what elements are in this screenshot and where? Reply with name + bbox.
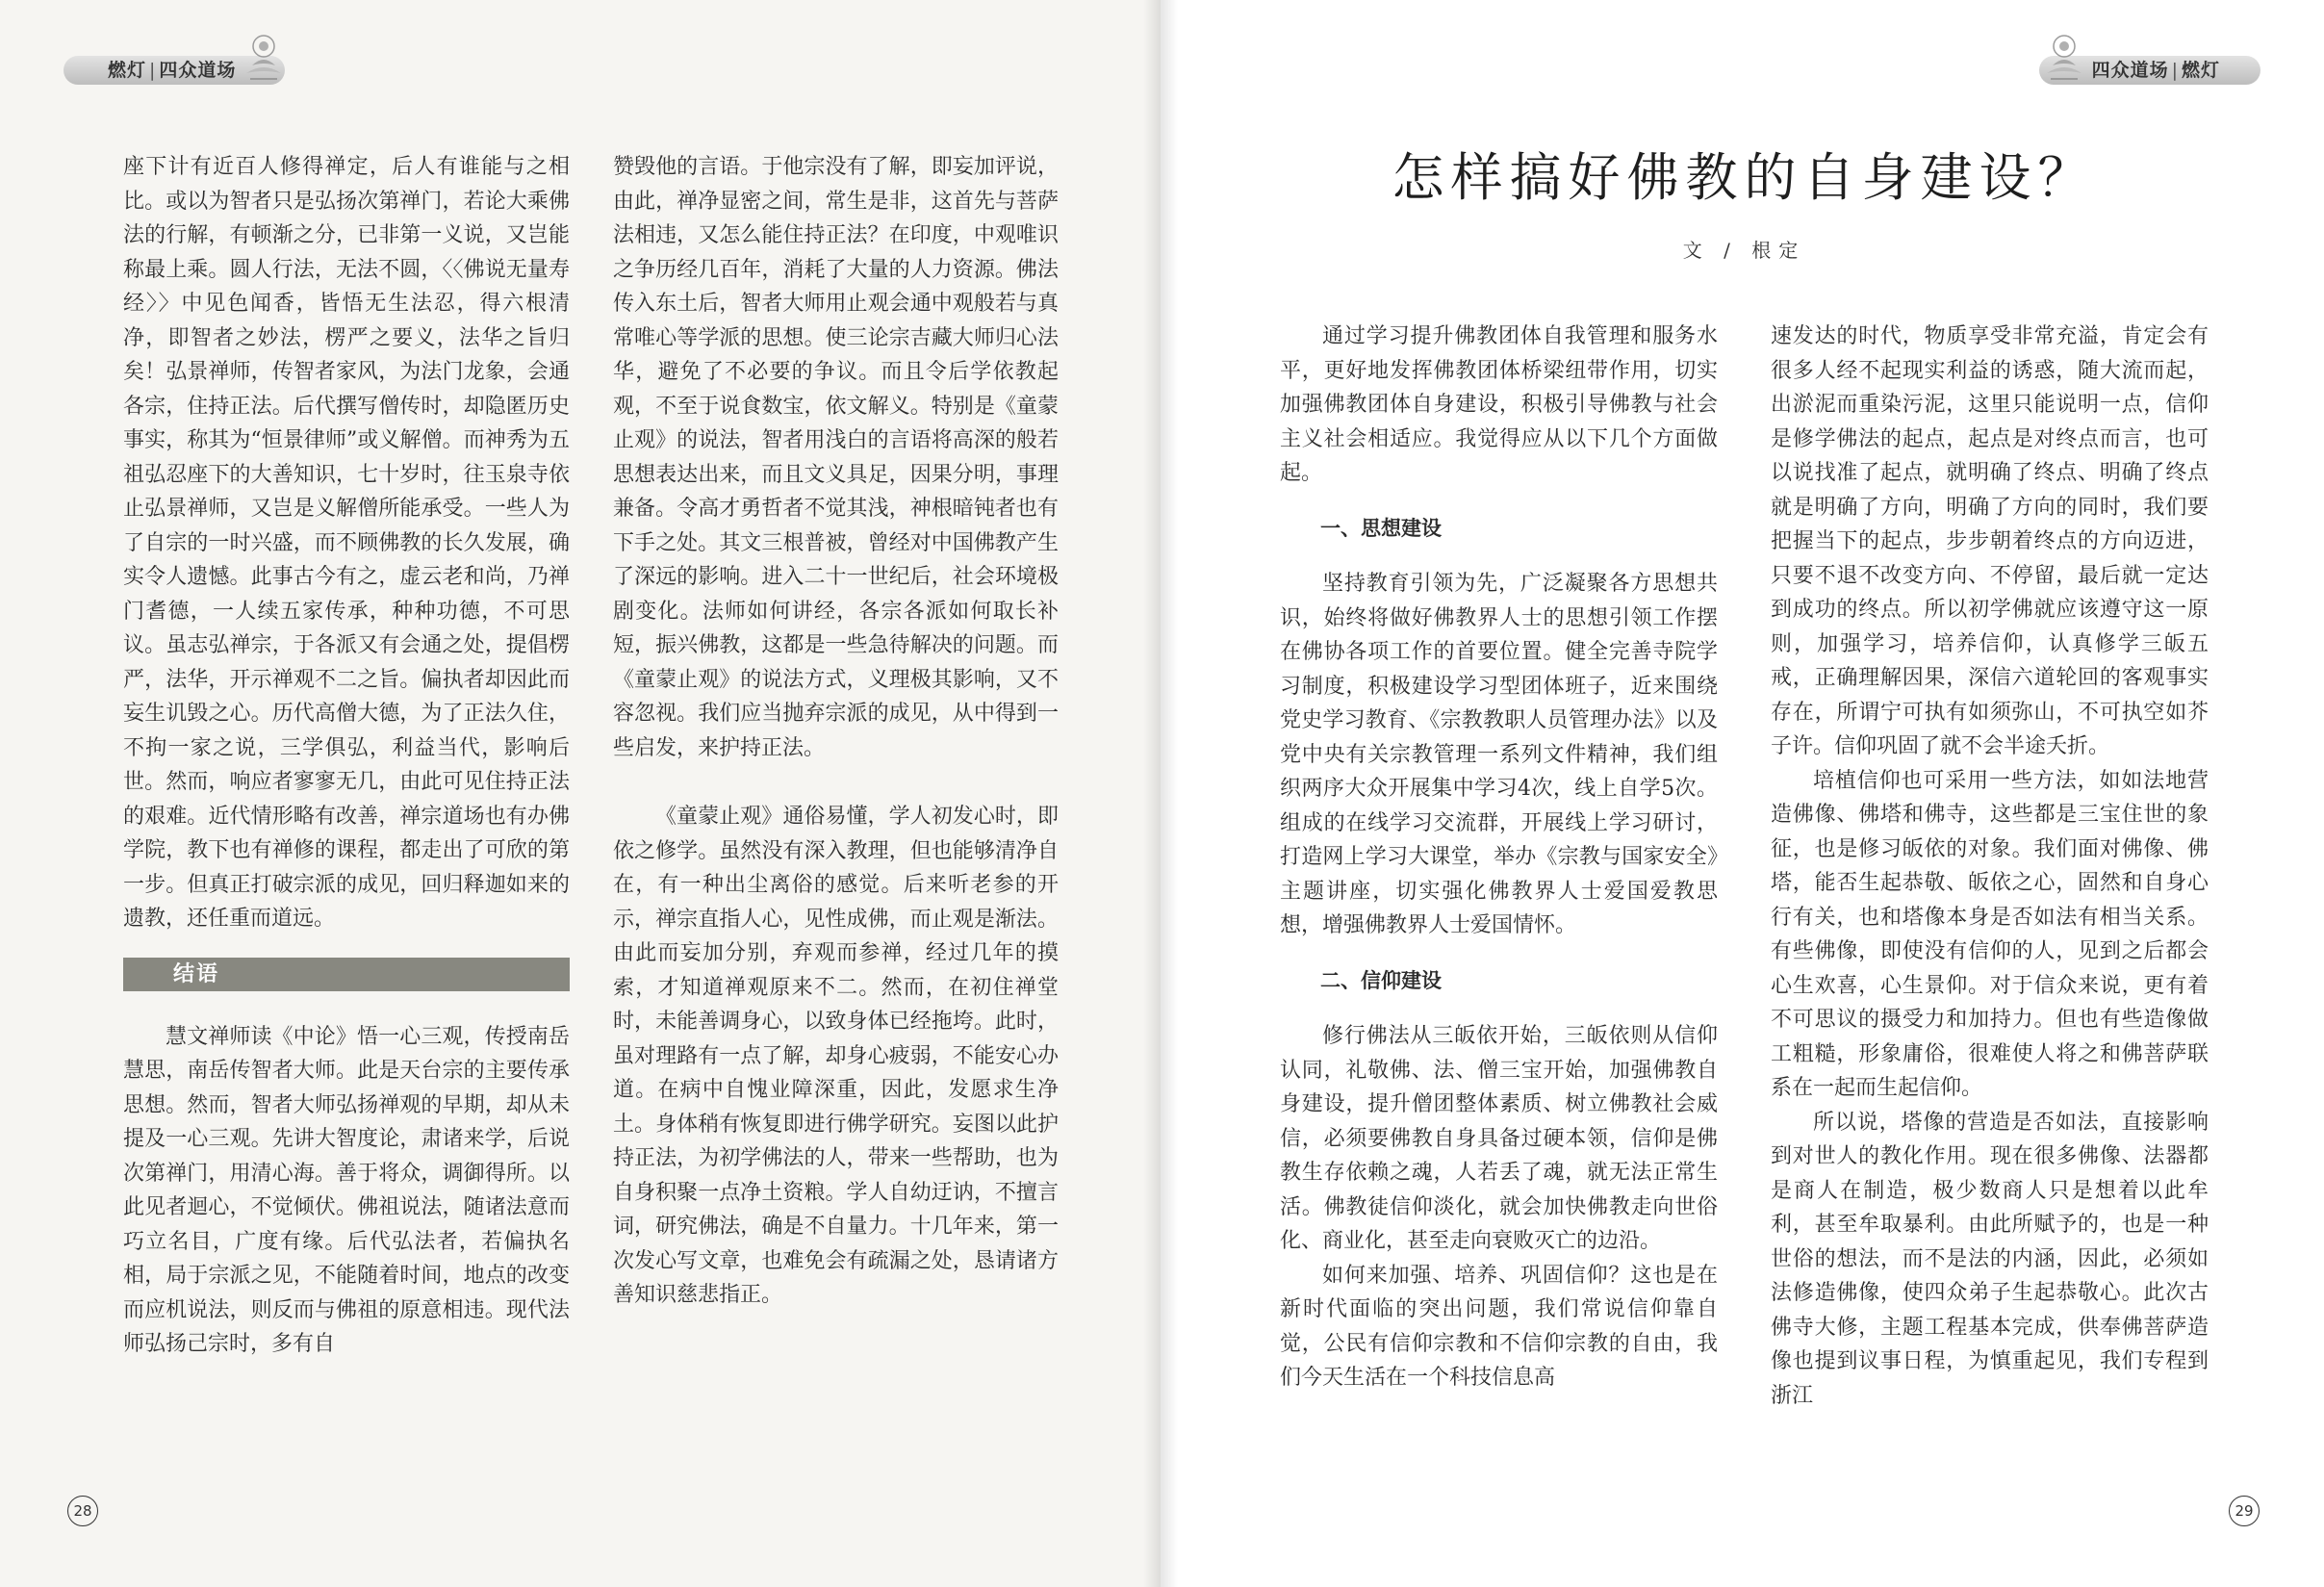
body-paragraph: 所以说，塔像的营造是否如法，直接影响到对世人的教化作用。现在很多佛像、法器都是商人在制造，极少数商人只是想着以此牟利，甚至牟取暴利。由此所赋予的，也是一种世俗的想法，而不是法的内涵，因此，必须如法修造佛像，使四众弟子生起恭敬心。此次古佛寺大修，主题工程基本完成，供奉佛菩萨造像也提到议事日程，为慎重起见，我们专程到浙江 — [1771, 1110, 2209, 1408]
body-paragraph: 培植信仰也可采用一些方法，如如法地营造佛像、佛塔和佛寺，这些都是三宝住世的象征，也是修习皈依的对象。我们面对佛像、佛塔，能否生起恭敬、皈依之心，固然和自身心行有关，也和塔像本身是否如法有相当关系。有些佛像，即使没有信仰的人，见到之后都会心生欢喜，心生景仰。对于信众来说，更有着不可思议的摄受力和加持力。但也有些造像做工粗糙，形象庸俗，很难使人将之和佛菩萨联系在一起而生起信仰。 — [1771, 768, 2209, 1100]
header-separator: | — [2171, 60, 2179, 81]
left-page-column-1 — [123, 150, 570, 1362]
body-paragraph: 修行佛法从三皈依开始，三皈依则从信仰认同，礼敬佛、法、僧三宝开始，加强佛教自身建设，提升僧团整体素质、树立佛教社会威信，必须要佛教自身具备过硬本领，信仰是佛教生存依赖之魂，人若丢了魂，就无法正常生活。佛教徒信仰淡化，就会加快佛教走向世俗化、商业化，甚至走向衰败灭亡的边沿。 — [1280, 1024, 1718, 1253]
header-column-name: 四众道场 — [2091, 60, 2169, 81]
section-heading: 一、思想建设 — [1320, 516, 1442, 540]
page-gutter — [1143, 0, 1178, 1587]
right-page-column-1 — [1280, 320, 1718, 1395]
section-title-bar: 结语 — [123, 958, 570, 991]
left-page-column-2 — [613, 150, 1059, 1313]
header-magazine-name: 燃灯 — [2181, 60, 2220, 81]
article-byline: 文 / 根定 — [1682, 239, 1806, 262]
body-paragraph: 坚持教育引领为先，广泛凝聚各方思想共识，始终将做好佛教界人士的思想引领工作摆在佛协各项工作的首要位置。健全完善寺院学习制度，积极建设学习型团体班子，近来围绕党史学习教育、《宗教教职人员管理办法》以及党中央有关宗教管理一系列文件精神，我们组织两序大众开展集中学习4次，线上自学5次。组成的在线学习交流群，开展线上学习研讨，打造网上学习大课堂，举办《宗教与国家安全》主题讲座，切实强化佛教界人士爱国爱教思想，增强佛教界人士爱国情怀。 — [1280, 572, 1718, 937]
page-number: 29 — [2229, 1496, 2260, 1526]
left-running-header — [108, 56, 236, 85]
header-column-name: 四众道场 — [159, 60, 237, 81]
body-paragraph: 慧文禅师读《中论》悟一心三观，传授南岳慧思，南岳传智者大师。此是天台宗的主要传承思想。然而，智者大师弘扬禅观的早期，却从未提及一心三观。先讲大智度论，肃诸来学，后说次第禅门，用清心海。善于将众，调御得所。以此见者迴心，不觉倾伏。佛祖说法，随诸法意而巧立名目，广度有缘。后代弘法者，若偏执名相，局于宗派之见，不能随着时间，地点的改变而应机说法，则反而与佛祖的原意相违。现代法师弘扬己宗时，多有自 — [123, 1024, 570, 1356]
header-separator: | — [149, 60, 157, 81]
intro-paragraph: 通过学习提升佛教团体自我管理和服务水平，更好地发挥佛教团体桥梁纽带作用，切实加强佛教团体自身建设，积极引导佛教与社会主义社会相适应。我觉得应从以下几个方面做起。 — [1280, 324, 1718, 485]
right-page-column-2 — [1771, 320, 2209, 1413]
lotus-buddha-emblem-icon — [2043, 33, 2085, 87]
body-paragraph: 如何来加强、培养、巩固信仰？这也是在新时代面临的突出问题，我们常说信仰靠自觉，公民有信仰宗教和不信仰宗教的自由，我们今天生活在一个科技信息高 — [1280, 1263, 1718, 1390]
body-paragraph: 《童蒙止观》通俗易懂，学人初发心时，即依之修学。虽然没有深入教理，但也能够清净自在，有一种出尘离俗的感觉。后来听老参的开示，禅宗直指人心，见性成佛，而止观是渐法。由此而妄加分别，弃观而参禅，经过几年的摸索，才知道禅观原来不二。然而，在初住禅堂时，未能善调身心，以致身体已经拖垮。此时，虽对理路有一点了解，却身心疲弱，不能安心办道。在病中自愧业障深重，因此，发愿求生净土。身体稍有恢复即进行佛学研究。妄图以此护持正法，为初学佛法的人，带来一些帮助，也为自身积聚一点净土资粮。学人自幼迂讷，不擅言词，研究佛法，确是不自量力。十几年来，第一次发心写文章，也难免会有疏漏之处，恳请诸方善知识慈悲指正。 — [613, 805, 1059, 1307]
article-title: 怎样搞好佛教的自身建设？ — [1392, 147, 2097, 208]
section-heading: 二、信仰建设 — [1320, 968, 1442, 992]
header-magazine-name: 燃灯 — [108, 60, 147, 81]
paragraph-spacer — [613, 765, 1059, 800]
body-paragraph: 座下计有近百人修得禅定，后人有谁能与之相比。或以为智者只是弘扬次第禅门，若论大乘佛法的行解，有顿渐之分，已非第一义说，又岂能称最上乘。圆人行法，无法不圆，〈〈佛说无量寿经〉〉中见色闻香，皆悟无生法忍，得六根清净，即智者之妙法，楞严之要义，法华之旨归矣！弘景禅师，传智者家风，为法门龙象，会通各宗，住持正法。后代撰写僧传时，却隐匿历史事实，称其为“恒景律师”或义解僧。而神秀为五祖弘忍座下的大善知识，七十岁时，往玉泉寺依止弘景禅师，又岂是义解僧所能承受。一些人为了自宗的一时兴盛，而不顾佛教的长久发展，确实令人遗憾。此事古今有之，虚云老和尚，乃禅门耆德，一人续五家传承，种种功德，不可思议。虽志弘禅宗，于各派又有会通之处，提倡楞严，法华，开示禅观不二之旨。偏执者却因此而妄生讥毁之心。历代高僧大德，为了正法久住，不拘一家之说，三学俱弘，利益当代，影响后世。然而，响应者寥寥无几，由此可见住持正法的艰难。近代情形略有改善，禅宗道场也有办佛学院，教下也有禅修的课程，都走出了可欣的第一步。但真正打破宗派的成见，回归释迦如来的遗教，还任重而道远。 — [123, 155, 570, 931]
right-running-header — [2092, 56, 2220, 85]
lotus-buddha-emblem-icon — [243, 33, 285, 87]
body-paragraph: 赞毁他的言语。于他宗没有了解，即妄加评说，由此，禅净显密之间，常生是非，这首先与菩萨法相违，又怎么能住持正法？在印度，中观唯识之争历经几百年，消耗了大量的人力资源。佛法传入东土后，智者大师用止观会通中观般若与真常唯心等学派的思想。使三论宗吉藏大师归心法华，避免了不必要的争议。而且令后学依教起观，不至于说食数宝，依文解义。特别是《童蒙止观》的说法，智者用浅白的言语将高深的般若思想表达出来，而且文义具足，因果分明，事理兼备。令高才勇哲者不觉其浅，神根暗钝者也有下手之处。其文三根普被，曾经对中国佛教产生了深远的影响。进入二十一世纪后，社会环境极剧变化。法师如何讲经，各宗各派如何取长补短，振兴佛教，这都是一些急待解决的问题。而《童蒙止观》的说法方式，义理极其影响，又不容忽视。我们应当抛弃宗派的成见，从中得到一些启发，来护持正法。 — [613, 155, 1059, 760]
page-number: 28 — [67, 1496, 98, 1526]
body-paragraph: 速发达的时代，物质享受非常充溢，肯定会有很多人经不起现实利益的诱惑，随大流而起，出淤泥而重染污泥，这里只能说明一点，信仰是修学佛法的起点，起点是对终点而言，也可以说找准了起点，就明确了终点、明确了终点就是明确了方向，明确了方向的同时，我们要把握当下的起点，步步朝着终点的方向迈进，只要不退不改变方向、不停留，最后就一定达到成功的终点。所以初学佛就应该遵守这一原则，加强学习，培养信仰，认真修学三皈五戒，正确理解因果，深信六道轮回的客观事实存在，所谓宁可执有如须弥山，不可执空如芥子许。信仰巩固了就不会半途夭折。 — [1771, 324, 2209, 758]
